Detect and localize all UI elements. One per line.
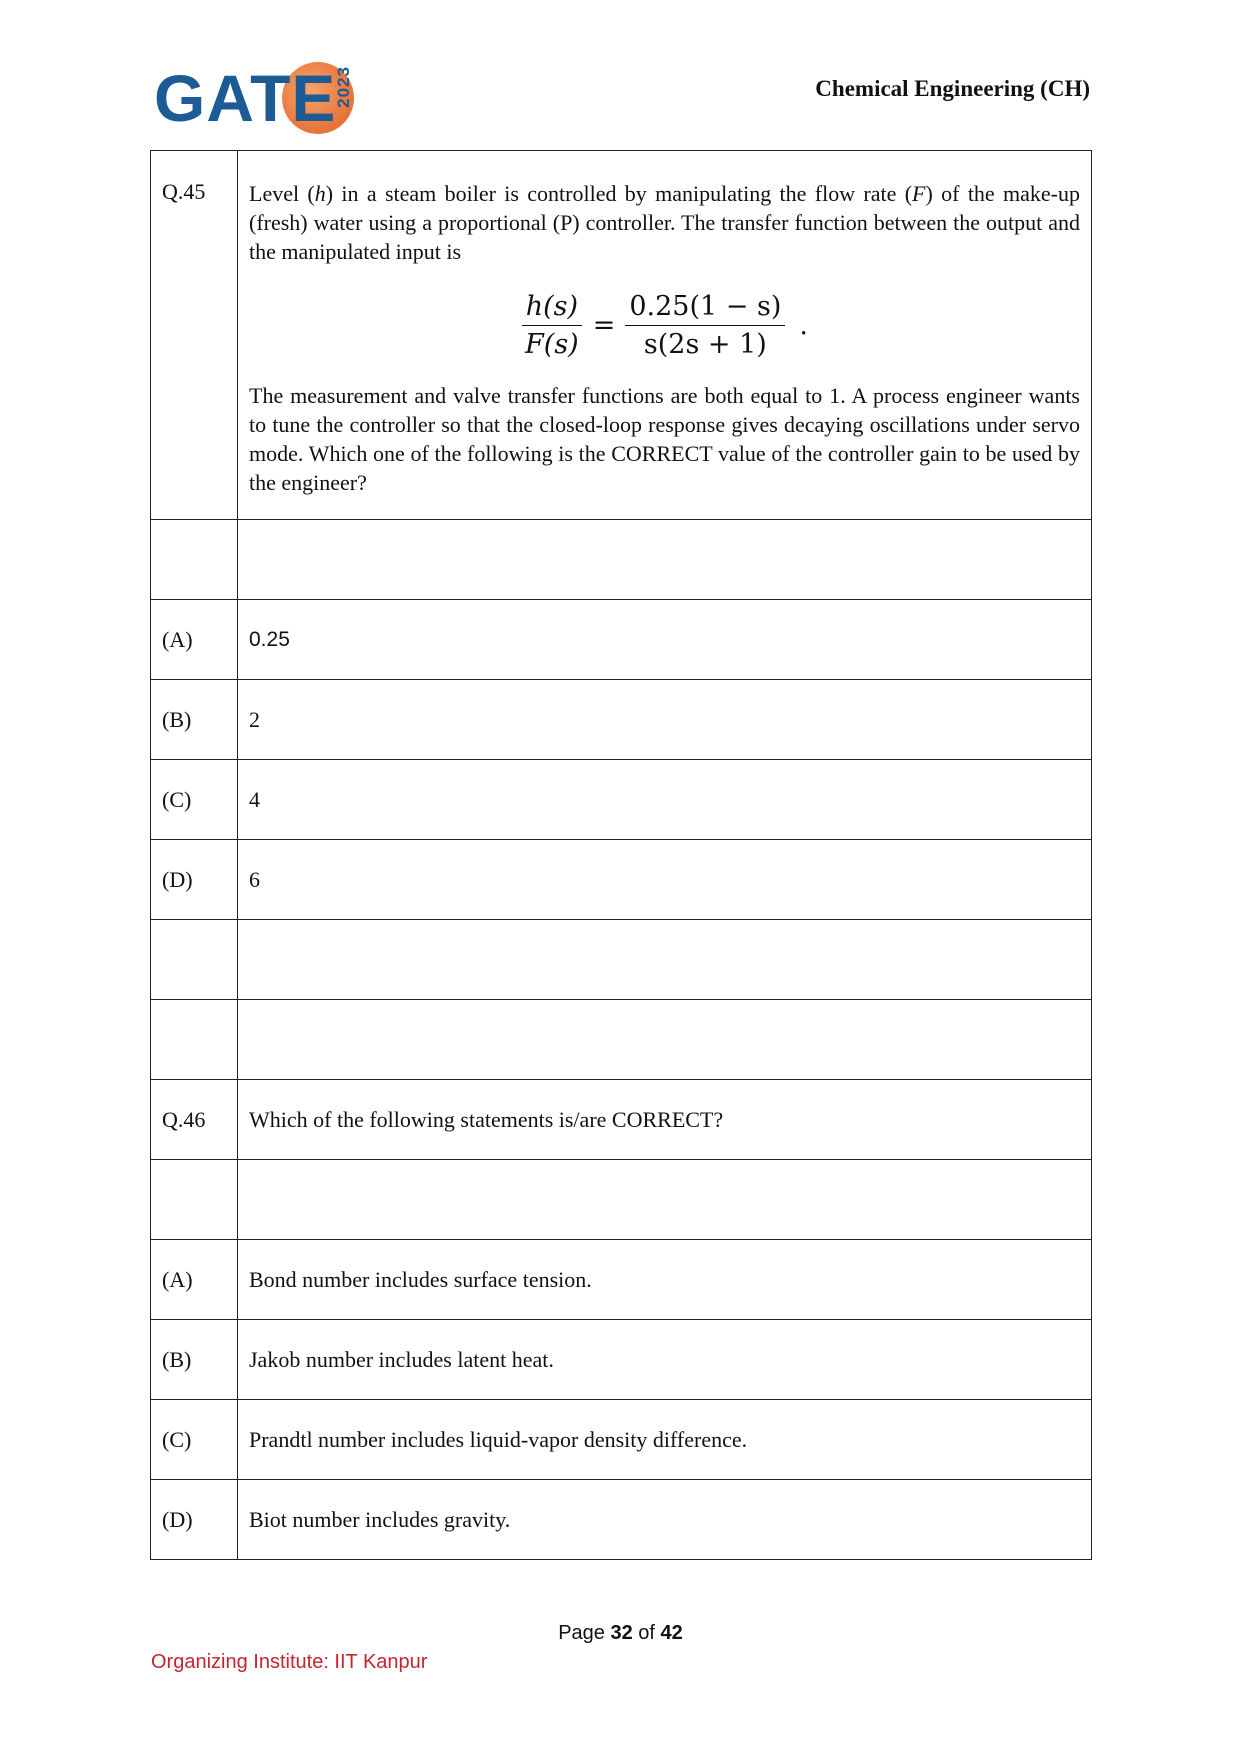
option-label: (B) <box>151 680 238 760</box>
transfer-function-equation <box>249 292 1080 359</box>
question-number: Q.45 <box>151 151 238 520</box>
question-text-body: The measurement and valve transfer functions are both equal to 1. A process engineer wants to tune the controller so that the closed-loop response gives decaying oscillations under servo mode. Which one of the following is the CORRECT value of the controller gain to be used by the engineer? <box>249 383 1080 495</box>
subject-title: Chemical Engineering (CH) <box>815 76 1090 101</box>
option-label: (D) <box>151 1480 238 1560</box>
option-text: 6 <box>238 840 1092 920</box>
logo-year: 2023 <box>334 66 353 108</box>
option-row[interactable] <box>151 680 1092 760</box>
equation-period: . <box>799 310 808 341</box>
option-label: (D) <box>151 840 238 920</box>
lhs-numerator: h(s) <box>522 292 582 326</box>
equals-sign: = <box>592 310 616 341</box>
option-row[interactable] <box>151 760 1092 840</box>
question-number: Q.46 <box>151 1080 238 1160</box>
option-label: (A) <box>151 1240 238 1320</box>
option-text: 0.25 <box>238 600 1092 680</box>
question-text: Which of the following statements is/are CORRECT? <box>238 1080 1092 1160</box>
option-text: 4 <box>238 760 1092 840</box>
question-table <box>150 150 1092 1560</box>
option-label: (C) <box>151 760 238 840</box>
organizing-institute: Organizing Institute: IIT Kanpur <box>151 1651 428 1673</box>
option-text: Jakob number includes latent heat. <box>238 1320 1092 1400</box>
option-row[interactable] <box>151 1400 1092 1480</box>
option-text: Biot number includes gravity. <box>238 1480 1092 1560</box>
empty-row <box>151 920 1092 1000</box>
question-row-q46 <box>151 1080 1092 1160</box>
option-text: 2 <box>238 680 1092 760</box>
page-prefix: Page <box>558 1622 605 1644</box>
rhs-denominator: s(2s + 1) <box>643 329 767 360</box>
page-of: of <box>638 1622 655 1644</box>
empty-row <box>151 520 1092 600</box>
option-row[interactable] <box>151 1240 1092 1320</box>
option-label: (C) <box>151 1400 238 1480</box>
option-row[interactable] <box>151 1320 1092 1400</box>
page-total: 42 <box>660 1622 683 1644</box>
lhs-fraction <box>521 292 583 359</box>
lhs-denominator: F(s) <box>525 329 579 360</box>
page-number <box>0 1622 1241 1645</box>
option-label: (B) <box>151 1320 238 1400</box>
empty-row <box>151 1000 1092 1080</box>
option-row[interactable] <box>151 600 1092 680</box>
question-text-intro: Level (h) in a steam boiler is controlled by manipulating the flow rate (F) of the make-up (fresh) water using a proportional (P) controller. The transfer function between the output and the manipulated input is <box>249 181 1080 264</box>
logo-text: GATE <box>154 61 337 135</box>
empty-row <box>151 1160 1092 1240</box>
gate-logo <box>154 58 364 138</box>
rhs-numerator: 0.25(1 − s) <box>625 292 785 326</box>
option-text: Prandtl number includes liquid-vapor density difference. <box>238 1400 1092 1480</box>
question-body <box>238 151 1092 520</box>
rhs-fraction <box>625 292 785 359</box>
option-row[interactable] <box>151 840 1092 920</box>
option-text: Bond number includes surface tension. <box>238 1240 1092 1320</box>
option-row[interactable] <box>151 1480 1092 1560</box>
question-row-q45 <box>151 151 1092 520</box>
option-label: (A) <box>151 600 238 680</box>
page-current: 32 <box>610 1622 633 1644</box>
